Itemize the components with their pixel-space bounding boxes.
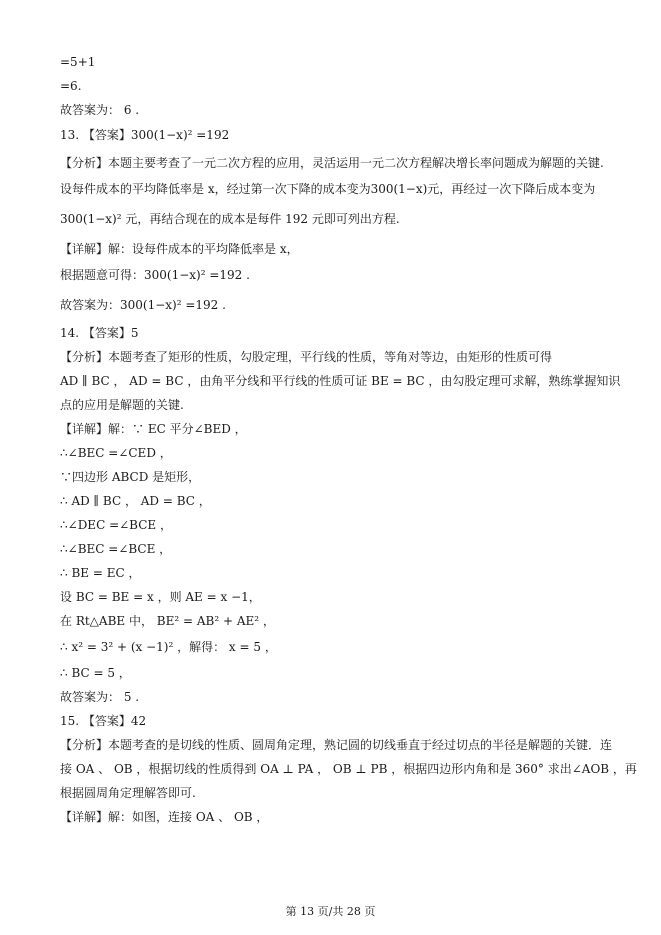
text-line: 故答案为： 6 . [60, 103, 140, 117]
text-line: 13. 【答案】300(1−x)² =192 [60, 128, 230, 142]
text-line: =6. [60, 79, 82, 93]
text-line: 14. 【答案】5 [60, 326, 139, 340]
text-line: 15. 【答案】42 [60, 714, 147, 728]
text-line: 接 OA 、 OB ，根据切线的性质得到 OA ⊥ PA ， OB ⊥ PB ，根据四边形内角和是 360° 求出∠AOB ，再 [60, 762, 637, 776]
text-line: 【分析】本题考查了矩形的性质，勾股定理，平行线的性质，等角对等边，由矩形的性质可得 [60, 350, 553, 364]
text-line: AD ∥ BC ， AD = BC ，由角平分线和平行线的性质可证 BE = BC ，由勾股定理可求解，熟练掌握知识 [60, 374, 621, 388]
text-line: ∴∠DEC =∠BCE ， [60, 518, 172, 532]
text-line: ∴∠BEC =∠CED ， [60, 446, 172, 460]
text-line: ∴ BE = EC ， [60, 566, 141, 580]
text-line: 根据圆周角定理解答即可. [60, 786, 196, 800]
text-line: ∴ AD ∥ BC ， AD = BC ， [60, 494, 211, 508]
text-line: 设每件成本的平均降低率是 x，经过第一次下降的成本变为300(1−x)元，再经过一次下降后成本变为 [60, 182, 596, 196]
page-footer: 第 13 页/共 28 页 [285, 905, 376, 918]
text-line: 300(1−x)² 元，再结合现在的成本是每件 192 元即可列出方程. [60, 212, 400, 226]
text-line: =5+1 [60, 55, 96, 69]
text-line: 【分析】本题主要考查了一元二次方程的应用，灵活运用一元二次方程解决增长率问题成为解题的关键. [60, 156, 604, 170]
text-line: ∴ BC = 5 ， [60, 666, 131, 680]
text-line: ∴ x² = 3² + (x −1)² ，解得： x = 5 ， [60, 640, 277, 654]
text-line: ∵四边形 ABCD 是矩形， [60, 470, 201, 484]
text-line: 【分析】本题考查的是切线的性质、圆周角定理，熟记圆的切线垂直于经过切点的半径是解题的关键．连 [60, 738, 613, 752]
text-line: ∴∠BEC =∠BCE ， [60, 542, 172, 556]
text-line: 【详解】解：如图，连接 OA 、 OB ， [60, 810, 269, 824]
text-line: 根据题意可得：300(1−x)² =192 . [60, 268, 250, 282]
text-line: 设 BC = BE = x ，则 AE = x −1， [60, 590, 261, 604]
text-line: 故答案为：300(1−x)² =192 . [60, 298, 226, 312]
text-line: 故答案为： 5 . [60, 690, 140, 704]
text-line: 【详解】解：设每件成本的平均降低率是 x， [60, 242, 299, 256]
text-line: 点的应用是解题的关键. [60, 398, 184, 412]
text-line: 在 Rt△ABE 中， BE² = AB² + AE² ， [60, 614, 275, 628]
text-line: 【详解】解：∵ EC 平分∠BED ， [60, 422, 247, 436]
